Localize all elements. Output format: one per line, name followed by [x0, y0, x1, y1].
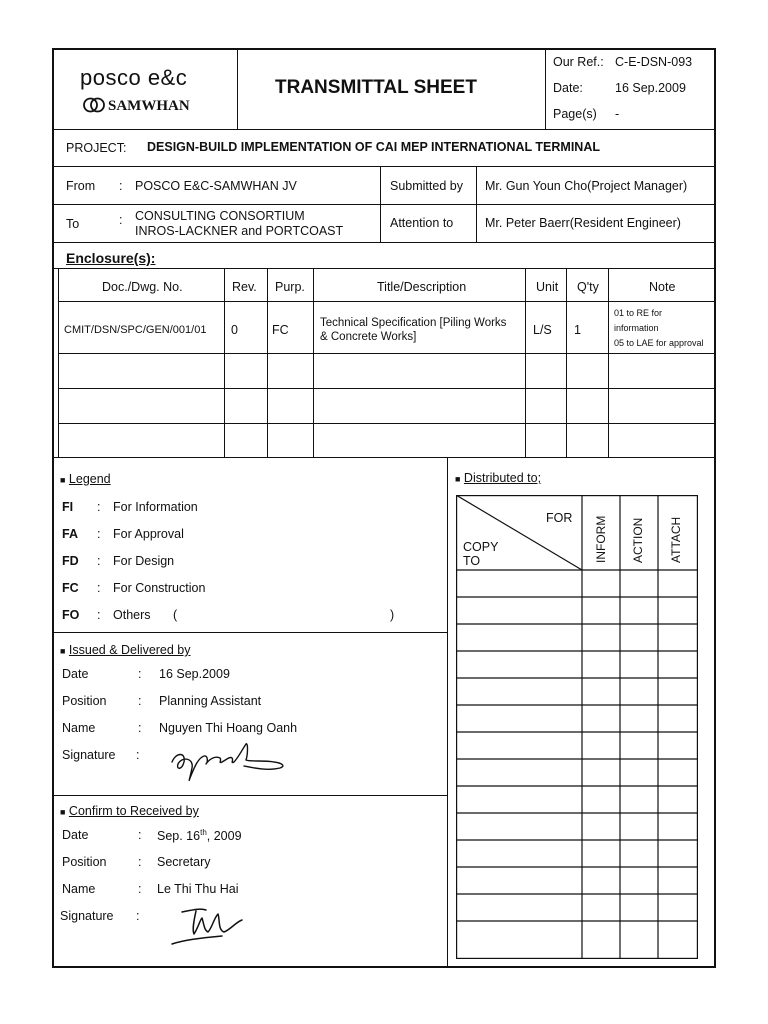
column-header-doc: Doc./Dwg. No. — [102, 280, 183, 294]
distribution-for-label: FOR — [546, 511, 573, 525]
from-label: From — [66, 179, 96, 193]
confirm-date-label: Date — [62, 828, 89, 842]
pages-label: Page(s) — [553, 107, 597, 121]
issued-date-label: Date — [62, 667, 89, 681]
column-header-rev: Rev. — [232, 280, 257, 294]
legend-others-close-paren: ) — [390, 608, 395, 622]
from-value: POSCO E&C-SAMWHAN JV — [135, 179, 297, 193]
confirm-colon: : — [138, 828, 142, 842]
our-ref-label: Our Ref.: — [553, 55, 604, 69]
legend-others-open-paren: ( — [173, 608, 178, 622]
column-header-note: Note — [649, 280, 676, 294]
project-value: DESIGN-BUILD IMPLEMENTATION OF CAI MEP INTERNATIONAL TERMINAL — [147, 140, 600, 154]
parties-divider-1 — [380, 166, 381, 242]
attention-value: Mr. Peter Baerr(Resident Engineer) — [485, 216, 681, 230]
column-header-purp: Purp. — [275, 280, 305, 294]
enclosure-doc-number: CMIT/DSN/SPC/GEN/001/01 — [64, 324, 207, 336]
legend-colon: : — [97, 608, 101, 622]
confirm-heading: ■ Confirm to Received by — [60, 804, 199, 818]
legend-code-fi: FI — [62, 500, 74, 514]
distribution-table — [456, 495, 698, 959]
lower-center-divider — [447, 457, 448, 968]
enclosures-col-2 — [267, 268, 268, 457]
pages-value: - — [615, 107, 620, 121]
project-label: PROJECT: — [66, 141, 127, 155]
enclosure-purpose: FC — [272, 323, 289, 337]
enclosures-heading-line — [52, 268, 716, 269]
enclosures-col-4 — [525, 268, 526, 457]
header-divider-left — [237, 48, 238, 130]
column-header-qty: Q'ty — [577, 280, 599, 294]
to-bottom-line — [52, 242, 716, 243]
distribution-col-attach: ATTACH — [669, 516, 683, 563]
issued-colon: : — [138, 721, 142, 735]
issued-heading: ■ Issued & Delivered by — [60, 643, 191, 657]
confirm-colon: : — [138, 855, 142, 869]
enclosures-col-6 — [608, 268, 609, 457]
enclosure-qty: 1 — [574, 323, 581, 337]
issued-position-label: Position — [62, 694, 107, 708]
confirm-colon: : — [136, 909, 140, 923]
confirm-name-value: Le Thi Thu Hai — [157, 882, 239, 896]
legend-code-fd: FD — [62, 554, 79, 568]
legend-code-fo: FO — [62, 608, 80, 622]
to-value-line2: INROS-LACKNER and PORTCOAST — [135, 224, 344, 238]
distribution-bullet-icon: ■ — [455, 474, 461, 484]
legend-heading: ■ Legend — [60, 472, 111, 486]
issued-signature-label: Signature — [62, 748, 116, 762]
enclosure-unit: L/S — [533, 323, 552, 337]
submitted-by-value: Mr. Gun Youn Cho(Project Manager) — [485, 179, 688, 193]
enclosure-title-line1: Technical Specification [Piling Works — [320, 317, 507, 329]
legend-colon: : — [97, 581, 101, 595]
enclosure-title-line2: & Concrete Works] — [320, 331, 417, 343]
legend-code-fa: FA — [62, 527, 78, 541]
to-colon: : — [119, 213, 123, 227]
legend-colon: : — [97, 500, 101, 514]
header-divider-right — [545, 48, 546, 130]
enclosures-header-line — [58, 301, 716, 302]
confirm-colon: : — [138, 882, 142, 896]
confirm-name-label: Name — [62, 882, 96, 896]
confirm-signature-label: Signature — [60, 909, 114, 923]
issued-signature-image — [168, 738, 296, 786]
issued-date-value: 16 Sep.2009 — [159, 667, 230, 681]
confirm-bullet-icon: ■ — [60, 807, 66, 817]
column-header-unit: Unit — [536, 280, 559, 294]
legend-text-fa: For Approval — [113, 527, 184, 541]
enclosures-row1-line — [58, 353, 716, 354]
header-bottom-line — [52, 129, 716, 130]
from-bottom-line — [52, 204, 716, 205]
distribution-copy-label: COPY — [463, 540, 499, 554]
our-ref-value: C-E-DSN-093 — [615, 55, 693, 69]
enclosures-col-3 — [313, 268, 314, 457]
column-header-title: Title/Description — [377, 280, 467, 294]
issued-colon: : — [136, 748, 140, 762]
distribution-to-label: TO — [463, 554, 481, 568]
legend-code-fc: FC — [62, 581, 79, 595]
enclosures-col-left — [58, 268, 59, 457]
legend-text-fc: For Construction — [113, 581, 206, 595]
legend-text-fo: Others — [113, 608, 151, 622]
enclosures-col-1 — [224, 268, 225, 457]
issued-bottom-line — [52, 795, 447, 796]
parties-divider-2 — [476, 166, 477, 242]
legend-colon: : — [97, 527, 101, 541]
legend-colon: : — [97, 554, 101, 568]
from-colon: : — [119, 179, 123, 193]
issued-colon: : — [138, 667, 142, 681]
legend-bullet-icon: ■ — [60, 475, 66, 485]
distribution-grid — [456, 495, 698, 959]
issued-colon: : — [138, 694, 142, 708]
legend-text-fi: For Information — [113, 500, 198, 514]
attention-label: Attention to — [390, 216, 454, 230]
project-bottom-line — [52, 166, 716, 167]
to-value-line1: CONSULTING CONSORTIUM — [135, 209, 305, 223]
distribution-heading: ■ Distributed to; — [455, 471, 542, 485]
enclosure-note-line1: 01 to RE for — [614, 308, 663, 318]
issued-name-value: Nguyen Thi Hoang Oanh — [159, 721, 298, 735]
enclosure-rev: 0 — [231, 323, 238, 337]
distribution-col-action: ACTION — [631, 517, 645, 563]
issued-name-label: Name — [62, 721, 96, 735]
enclosures-row3-line — [58, 423, 716, 424]
distribution-col-inform: INFORM — [594, 515, 608, 563]
legend-text-fd: For Design — [113, 554, 175, 568]
date-label: Date: — [553, 81, 583, 95]
enclosure-note-line2: information — [614, 323, 659, 333]
samwhan-logo-text: SAMWHAN — [108, 98, 190, 114]
posco-logo-text: posco e&c — [80, 65, 188, 90]
to-label: To — [66, 217, 80, 231]
enclosures-heading: Enclosure(s): — [66, 250, 156, 266]
confirm-date-value: Sep. 16th, 2009 — [157, 828, 242, 844]
issued-position-value: Planning Assistant — [159, 694, 262, 708]
legend-bottom-line — [52, 632, 447, 633]
enclosures-row2-line — [58, 388, 716, 389]
date-value: 16 Sep.2009 — [615, 81, 686, 95]
confirm-signature-image — [170, 902, 250, 952]
confirm-position-value: Secretary — [157, 855, 211, 869]
samwhan-logo-icon — [83, 96, 105, 114]
page-title: TRANSMITTAL SHEET — [275, 77, 477, 98]
issued-bullet-icon: ■ — [60, 646, 66, 656]
enclosures-bottom-line — [52, 457, 716, 458]
submitted-by-label: Submitted by — [390, 179, 463, 193]
confirm-position-label: Position — [62, 855, 107, 869]
enclosure-note-line3: 05 to LAE for approval — [614, 338, 704, 348]
enclosures-col-5 — [566, 268, 567, 457]
